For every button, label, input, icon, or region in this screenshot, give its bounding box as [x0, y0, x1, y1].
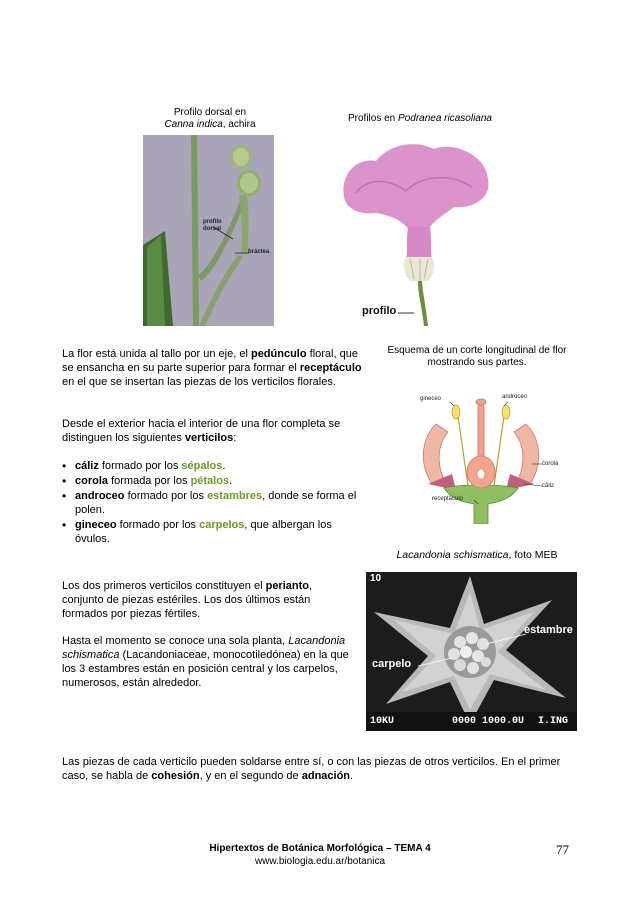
term-cohesion: cohesión [151, 770, 200, 782]
lacandonia-caption: Lacandonia schismatica, foto MEB [396, 549, 558, 561]
list-item-corola: • corola formada por los pétalos. [62, 474, 362, 488]
flower-diagram [392, 388, 570, 524]
podranea-photo [336, 135, 494, 326]
term-perianto: perianto [265, 580, 309, 592]
canna-photo [143, 135, 274, 326]
paragraph-perianto: Los dos primeros verticilos constituyen el perianto, conjunto de piezas estériles. Los dos últimos están formados por piezas fértiles. [62, 580, 313, 620]
term-receptaculo: receptáculo [299, 362, 362, 374]
podranea-caption [330, 113, 510, 125]
term-verticilos: verticilos [184, 432, 234, 444]
canna-label-profilo: profilo dorsal [203, 219, 222, 232]
podranea-caption-prefix: Profilos en [348, 113, 399, 124]
diagram-label-caliz: cáliz [542, 483, 555, 489]
page-footer [160, 842, 480, 868]
paragraph-cohesion: Las piezas de cada verticilo pueden soldarse entre sí, o con las piezas de otros verticilos. En el primer caso, se habla de cohesión, y en el segundo de adnación. [62, 756, 561, 782]
sem-illustration [366, 572, 577, 731]
esquema-caption: Esquema de un corte longitudinal de flor mostrando sus partes. [387, 345, 567, 368]
flower-section-svg [392, 388, 570, 524]
canna-caption-rest: , achira [222, 119, 256, 130]
sem-label-institution: I.ING [538, 716, 569, 727]
sem-label-scale: 10 [370, 573, 382, 584]
list-item-gineceo: • gineceo formado por los carpelos, que albergan los óvulos. [62, 518, 362, 546]
sem-label-carpelo: carpelo [372, 658, 412, 670]
canna-caption [140, 107, 280, 131]
podranea-label-profilo: profilo [362, 305, 397, 317]
paragraph-peduncle: La flor está unida al tallo por un eje, el pedúnculo floral, que se ensancha en su parte superior para formar el receptáculo en el que se insertan las piezas de los verticilos florales. [62, 348, 362, 388]
term-adnacion: adnación [301, 770, 351, 782]
diagram-label-androceo: androceo [502, 394, 528, 400]
canna-label-bractea: bráctea [248, 249, 270, 255]
term-pedunculo: pedúnculo [250, 348, 307, 360]
footer-url[interactable]: www.biologia.edu.ar/botanica [254, 856, 386, 867]
podranea-species: Podranea ricasoliana [398, 113, 492, 124]
sem-label-magnification: 0000 1000.0U [452, 716, 525, 727]
canna-species: Canna indica [164, 119, 223, 130]
paragraph-lacandonia: Hasta el momento se conoce una sola planta, Lacandonia schismatica (Lacandoniaceae, monocotiledónea) en la que los 3 estambres están en posición central y los carpelos, numerosos, están alrededor. [62, 635, 349, 689]
list-item-caliz: • cáliz formado por los sépalos. [62, 459, 362, 473]
paragraph-verticilos: Desde el exterior hacia el interior de una flor completa se distinguen los siguientes verticilos: [62, 418, 341, 444]
diagram-label-receptaculo: receptáculo [432, 496, 464, 502]
diagram-label-corola: corola [542, 461, 559, 467]
podranea-illustration [336, 135, 494, 326]
diagram-label-gineceo: gineceo [420, 396, 442, 402]
page-number: 77 [556, 842, 569, 857]
sem-label-kv: 10KU [370, 716, 395, 727]
term-lacandonia: Lacandonia schismatica [62, 635, 346, 661]
verticilos-list [62, 459, 362, 547]
lacandonia-species: Lacandonia schismatica [396, 549, 509, 561]
sem-photo [366, 572, 577, 731]
list-item-androceo: • androceo formado por los estambres, donde se forma el polen. [62, 489, 362, 517]
footer-title: Hipertextos de Botánica Morfológica – TEMA 4 [209, 843, 431, 854]
canna-caption-line1: Profilo dorsal en [173, 107, 247, 118]
sem-label-estambre: estambre [524, 624, 573, 636]
